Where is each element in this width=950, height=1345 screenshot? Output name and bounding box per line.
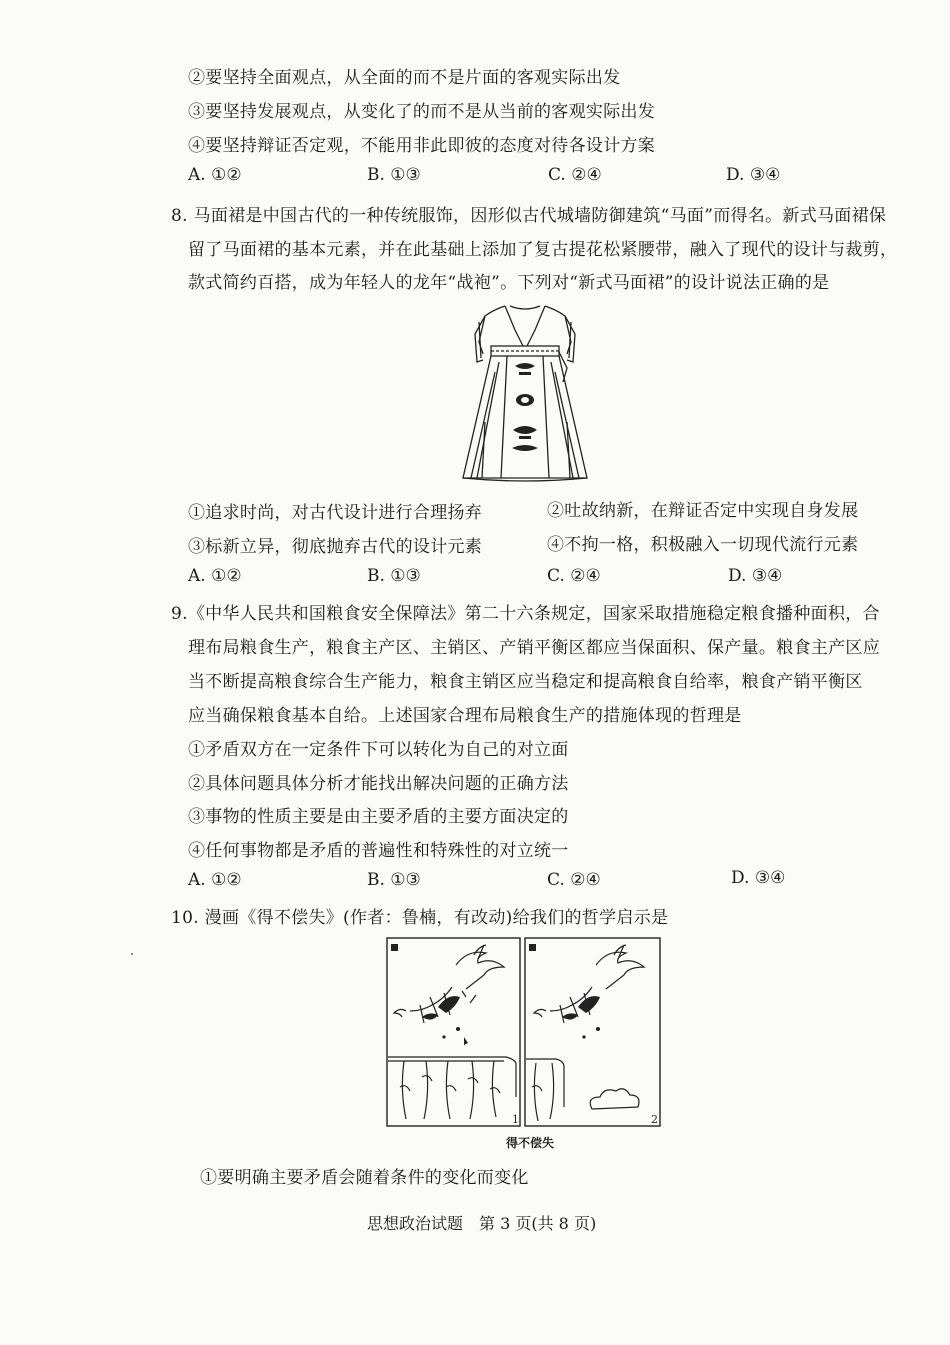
q10-stem: 10. 漫画《得不偿失》(作者：鲁楠，有改动)给我们的哲学启示是 (171, 908, 669, 928)
q8-option-c: C. ②④ (547, 566, 601, 586)
q9-option-a: A. ①② (188, 870, 242, 890)
prev-statement-2: ②要坚持全面观点，从全面的而不是片面的客观实际出发 (188, 68, 621, 88)
prev-statement-3: ③要坚持发展观点，从变化了的而不是从当前的客观实际出发 (188, 102, 656, 122)
prev-option-d: D. ③④ (726, 165, 781, 185)
q9-stem-line-3: 当不断提高粮食综合生产能力，粮食主销区应当稳定和提高粮食自给率，粮食产销平衡区 (188, 672, 863, 692)
prev-option-a: A. ①② (188, 165, 242, 185)
cartoon-caption: 得不偿失 (506, 1136, 555, 1150)
page-footer: 思想政治试题 第 3 页(共 8 页) (367, 1214, 597, 1233)
q9-stem-line-4: 应当确保粮食基本自给。上述国家合理布局粮食生产的措施体现的哲理是 (188, 706, 742, 726)
q8-stem-line-1: 8. 马面裙是中国古代的一种传统服饰，因形似古代城墙防御建筑“马面”而得名。新式马面裙保 (171, 206, 887, 226)
q9-stem-line-1: 9.《中华人民共和国粮食安全保障法》第二十六条规定，国家采取措施稳定粮食播种面积，合 (171, 604, 880, 624)
q8-statement-3: ③标新立异，彻底抛弃古代的设计元素 (188, 537, 483, 557)
cartoon-panel-number-1: 1 (512, 1113, 519, 1126)
q8-stem-line-2: 留了马面裙的基本元素，并在此基础上添加了复古提花松紧腰带，融入了现代的设计与裁剪， (188, 240, 898, 260)
q8-option-b: B. ①③ (367, 566, 421, 586)
cartoon-panel-1 (387, 938, 520, 1126)
q9-stem-line-2: 理布局粮食生产，粮食主产区、主销区、产销平衡区都应当保面积、保产量。粮食主产区应 (188, 638, 880, 658)
q8-statement-4: ④不拘一格，积极融入一切现代流行元素 (547, 535, 859, 555)
cartoon-panel-2 (525, 938, 660, 1126)
q9-statement-1: ①矛盾双方在一定条件下可以转化为自己的对立面 (188, 740, 569, 760)
prev-option-c: C. ②④ (548, 165, 602, 185)
q10-statement-1: ①要明确主要矛盾会随着条件的变化而变化 (200, 1168, 529, 1188)
scan-speck (131, 953, 133, 955)
prev-statement-4: ④要坚持辩证否定观，不能用非此即彼的态度对待各设计方案 (188, 136, 656, 156)
q8-stem-line-3: 款式简约百搭，成为年轻人的龙年“战袍”。下列对“新式马面裙”的设计说法正确的是 (188, 273, 830, 293)
q8-option-d: D. ③④ (728, 566, 783, 586)
q9-option-c: C. ②④ (547, 870, 601, 890)
q9-statement-2: ②具体问题具体分析才能找出解决问题的正确方法 (188, 774, 569, 794)
q9-option-b: B. ①③ (367, 870, 421, 890)
mamian-skirt-illustration (455, 302, 595, 484)
cartoon-debuchangshi (386, 937, 662, 1129)
prev-option-b: B. ①③ (367, 165, 421, 185)
cartoon-panel-number-2: 2 (651, 1113, 658, 1126)
q8-statement-2: ②吐故纳新，在辩证否定中实现自身发展 (547, 501, 859, 521)
q9-option-d: D. ③④ (731, 868, 786, 888)
q8-statement-1: ①追求时尚，对古代设计进行合理扬弃 (188, 503, 483, 523)
q9-statement-4: ④任何事物都是矛盾的普遍性和特殊性的对立统一 (188, 841, 569, 861)
q8-option-a: A. ①② (188, 566, 242, 586)
q9-statement-3: ③事物的性质主要是由主要矛盾的主要方面决定的 (188, 807, 569, 827)
